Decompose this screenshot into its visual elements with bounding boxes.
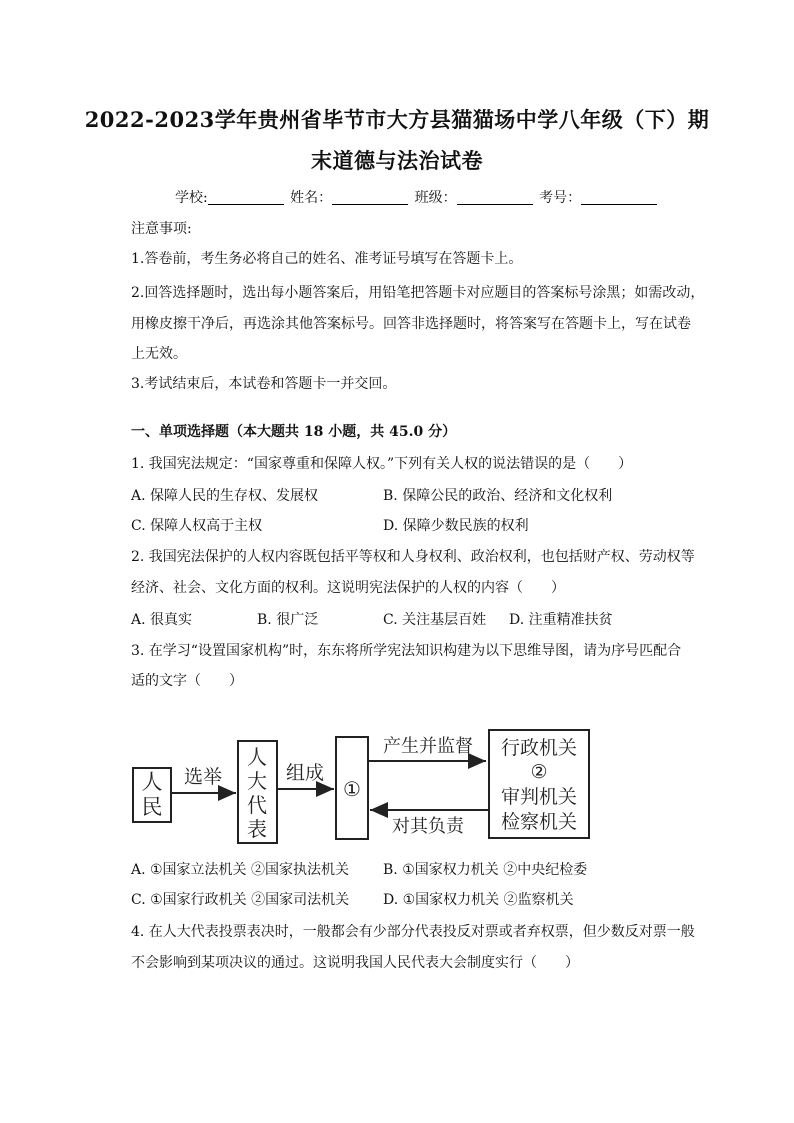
notice-item-2b: 用橡皮擦干净后，再选涂其他答案标号。回答非选择题时，将答案写在答题卡上，写在试卷 xyxy=(131,316,691,332)
rep-char-3: 代 xyxy=(247,793,267,817)
page-title-line2: 末道德与法治试卷 xyxy=(311,148,483,173)
q2-stem-b: 经济、社会、文化方面的权利。这说明宪法保护的人权的内容（ ） xyxy=(131,580,565,596)
circle1-text: ① xyxy=(343,777,361,801)
right-line-4: 检察机关 xyxy=(500,811,578,833)
q3-option-b[interactable]: B. ①国家权力机关 ②中央纪检委 xyxy=(383,862,588,878)
q1-option-c[interactable]: C. 保障人权高于主权 xyxy=(131,518,263,534)
q3-stem-a: 3. 在学习“设置国家机构”时，东东将所学宪法知识构建为以下思维导图，请为序号匹配合 xyxy=(131,643,682,659)
q3-stem-b: 适的文字（ ） xyxy=(131,673,243,689)
right-line-1: 行政机关 xyxy=(500,737,578,759)
rep-char-2: 大 xyxy=(247,769,267,793)
rep-char-4: 表 xyxy=(247,817,267,841)
right-line-3: 审判机关 xyxy=(500,786,578,808)
q2-option-a[interactable]: A. 很真实 xyxy=(131,612,193,628)
section-heading: 一、单项选择题（本大题共 18 小题，共 45.0 分） xyxy=(131,424,457,440)
q3-option-d[interactable]: D. ①国家权力机关 ②监察机关 xyxy=(383,892,574,908)
compose-label: 组成 xyxy=(285,762,325,784)
q1-option-b[interactable]: B. 保障公民的政治、经济和文化权利 xyxy=(383,488,613,504)
class-label: 班级： xyxy=(414,190,457,206)
q4-stem-b: 不会影响到某项决议的通过。这说明我国人民代表大会制度实行（ ） xyxy=(131,955,579,971)
rep-char-1: 人 xyxy=(247,745,267,769)
people-text: 人 xyxy=(141,770,163,794)
school-label: 学校: xyxy=(175,190,208,206)
elect-label: 选举 xyxy=(183,766,223,788)
q1-stem: 1. 我国宪法规定：“国家尊重和保障人权。”下列有关人权的说法错误的是（ ） xyxy=(131,456,633,472)
q2-stem-a: 2. 我国宪法保护的人权内容既包括平等权和人身权利、政治权利，也包括财产权、劳动权等 xyxy=(131,549,695,565)
q2-option-d[interactable]: D. 注重精准扶贫 xyxy=(509,612,613,628)
q3-option-a[interactable]: A. ①国家立法机关 ②国家执法机关 xyxy=(131,862,350,878)
name-label: 姓名： xyxy=(290,190,333,206)
q2-option-b[interactable]: B. 很广泛 xyxy=(257,612,319,628)
notice-item-1: 1.答卷前，考生务必将自己的姓名、准考证号填写在答题卡上。 xyxy=(131,251,523,267)
q3-option-c[interactable]: C. ①国家行政机关 ②国家司法机关 xyxy=(131,892,350,908)
q1-option-a[interactable]: A. 保障人民的生存权、发展权 xyxy=(131,488,319,504)
q2-option-c[interactable]: C. 关注基层百姓 xyxy=(383,612,487,628)
responsible-label: 对其负责 xyxy=(392,816,464,837)
q4-stem-a: 4. 在人大代表投票表决时，一般都会有少部分代表投反对票或者弃权票，但少数反对票一般 xyxy=(131,924,695,940)
q1-option-d[interactable]: D. 保障少数民族的权利 xyxy=(383,518,529,534)
right-line-2: ② xyxy=(530,761,548,783)
notice-item-3: 3.考试结束后，本试卷和答题卡一并交回。 xyxy=(131,376,397,392)
produce-label: 产生并监督 xyxy=(383,736,473,757)
people-text-2: 民 xyxy=(141,795,163,819)
notice-heading: 注意事项: xyxy=(131,221,192,237)
notice-item-2a: 2.回答选择题时，选出每小题答案后，用铅笔把答题卡对应题目的答案标号涂黑；如需改动， xyxy=(131,285,705,301)
page-title-line1: 2022-2023学年贵州省毕节市大方县猫猫场中学八年级（下）期 xyxy=(84,107,710,132)
exam-no-label: 考号： xyxy=(539,190,582,206)
notice-item-2c: 上无效。 xyxy=(131,346,187,362)
